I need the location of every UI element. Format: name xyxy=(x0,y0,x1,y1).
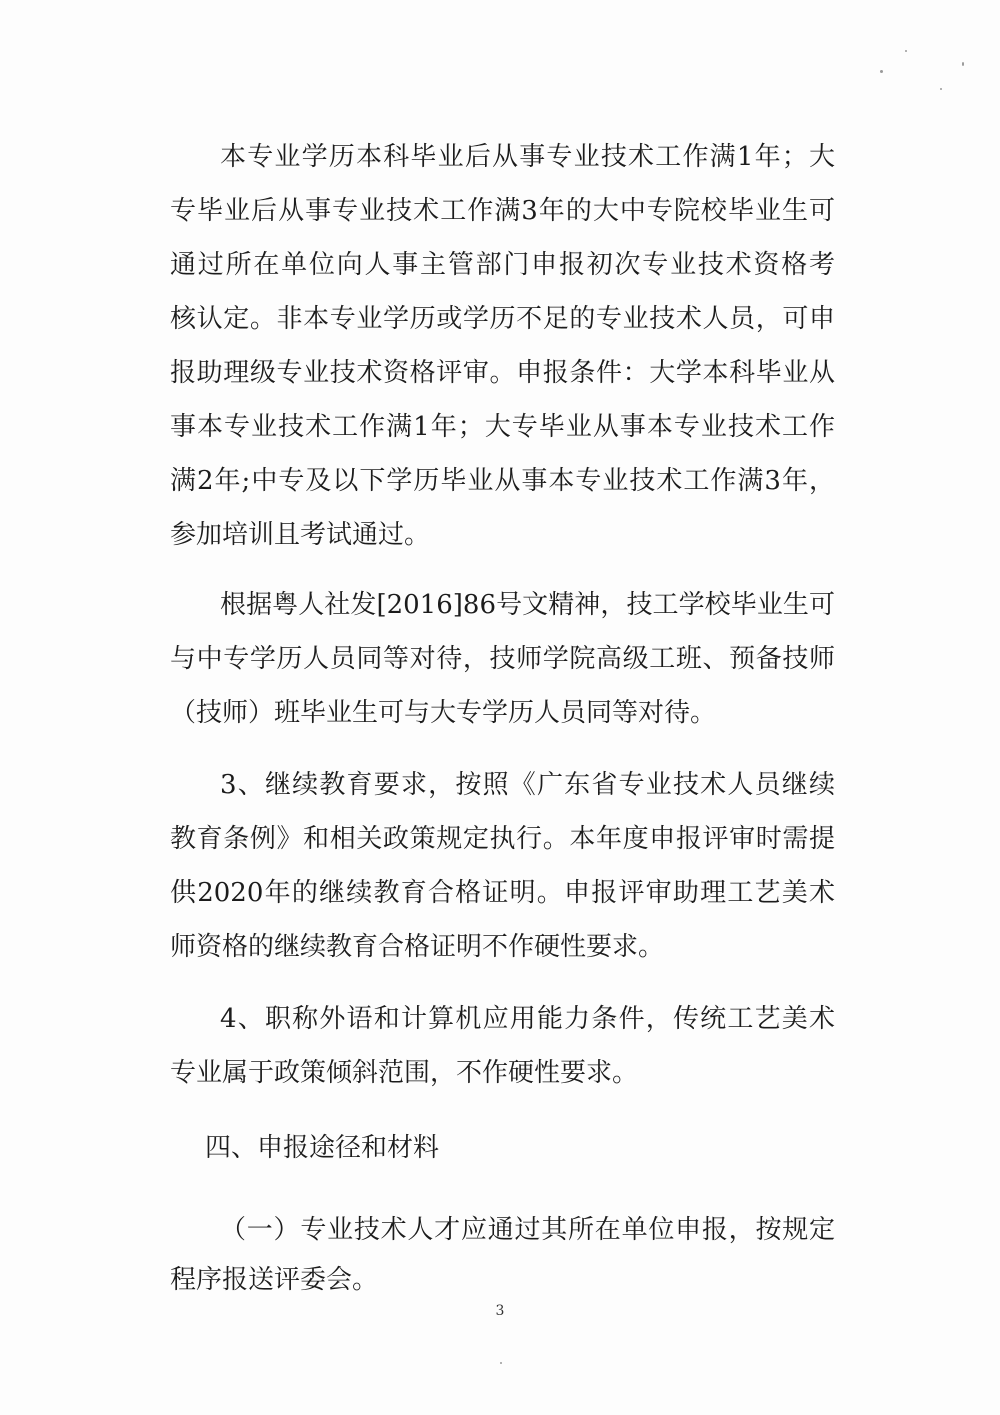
paragraph-3-line-1: 3、继续教育要求，按照《广东省专业技术人员继续 xyxy=(220,770,835,800)
paragraph-4-line-2: 专业属于政策倾斜范围，不作硬性要求。 xyxy=(170,1058,639,1088)
paragraph-3-line-4: 师资格的继续教育合格证明不作硬性要求。 xyxy=(170,932,665,962)
paragraph-2-line-3: （技师）班毕业生可与大专学历人员同等对待。 xyxy=(170,698,717,728)
paragraph-4-line-1: 4、职称外语和计算机应用能力条件，传统工艺美术 xyxy=(220,1004,835,1034)
paragraph-1-line-7: 满2年;中专及以下学历毕业从事本专业技术工作满3年， xyxy=(170,466,835,496)
paragraph-1-line-4: 核认定。非本专业学历或学历不足的专业技术人员，可申 xyxy=(170,304,835,334)
scan-speck xyxy=(905,50,907,52)
paragraph-3-line-2: 教育条例》和相关政策规定执行。本年度申报评审时需提 xyxy=(170,824,835,854)
paragraph-1-line-5: 报助理级专业技术资格评审。申报条件：大学本科毕业从 xyxy=(170,358,835,388)
paragraph-1-line-6: 事本专业技术工作满1年；大专毕业从事本专业技术工作 xyxy=(170,412,835,442)
paragraph-2-line-1: 根据粤人社发[2016]86号文精神，技工学校毕业生可 xyxy=(220,590,835,620)
paragraph-6-line-2: 程序报送评委会。 xyxy=(170,1265,379,1295)
page-number: 3 xyxy=(495,1303,505,1319)
scan-speck xyxy=(500,1362,502,1364)
paragraph-3-line-3: 供2020年的继续教育合格证明。申报评审助理工艺美术 xyxy=(170,878,835,908)
scan-speck xyxy=(962,62,964,66)
paragraph-1-line-3: 通过所在单位向人事主管部门申报初次专业技术资格考 xyxy=(170,250,835,280)
paragraph-2-line-2: 与中专学历人员同等对待，技师学院高级工班、预备技师 xyxy=(170,644,835,674)
paragraph-1-line-2: 专毕业后从事专业技术工作满3年的大中专院校毕业生可 xyxy=(170,196,835,226)
paragraph-1-line-1: 本专业学历本科毕业后从事专业技术工作满1年；大 xyxy=(220,142,835,172)
paragraph-6-line-1: （一）专业技术人才应通过其所在单位申报，按规定 xyxy=(220,1215,835,1245)
scan-speck xyxy=(940,88,942,90)
scan-speck xyxy=(880,70,883,73)
section-heading: 四、申报途径和材料 xyxy=(205,1133,440,1163)
paragraph-1-line-8: 参加培训且考试通过。 xyxy=(170,520,431,550)
